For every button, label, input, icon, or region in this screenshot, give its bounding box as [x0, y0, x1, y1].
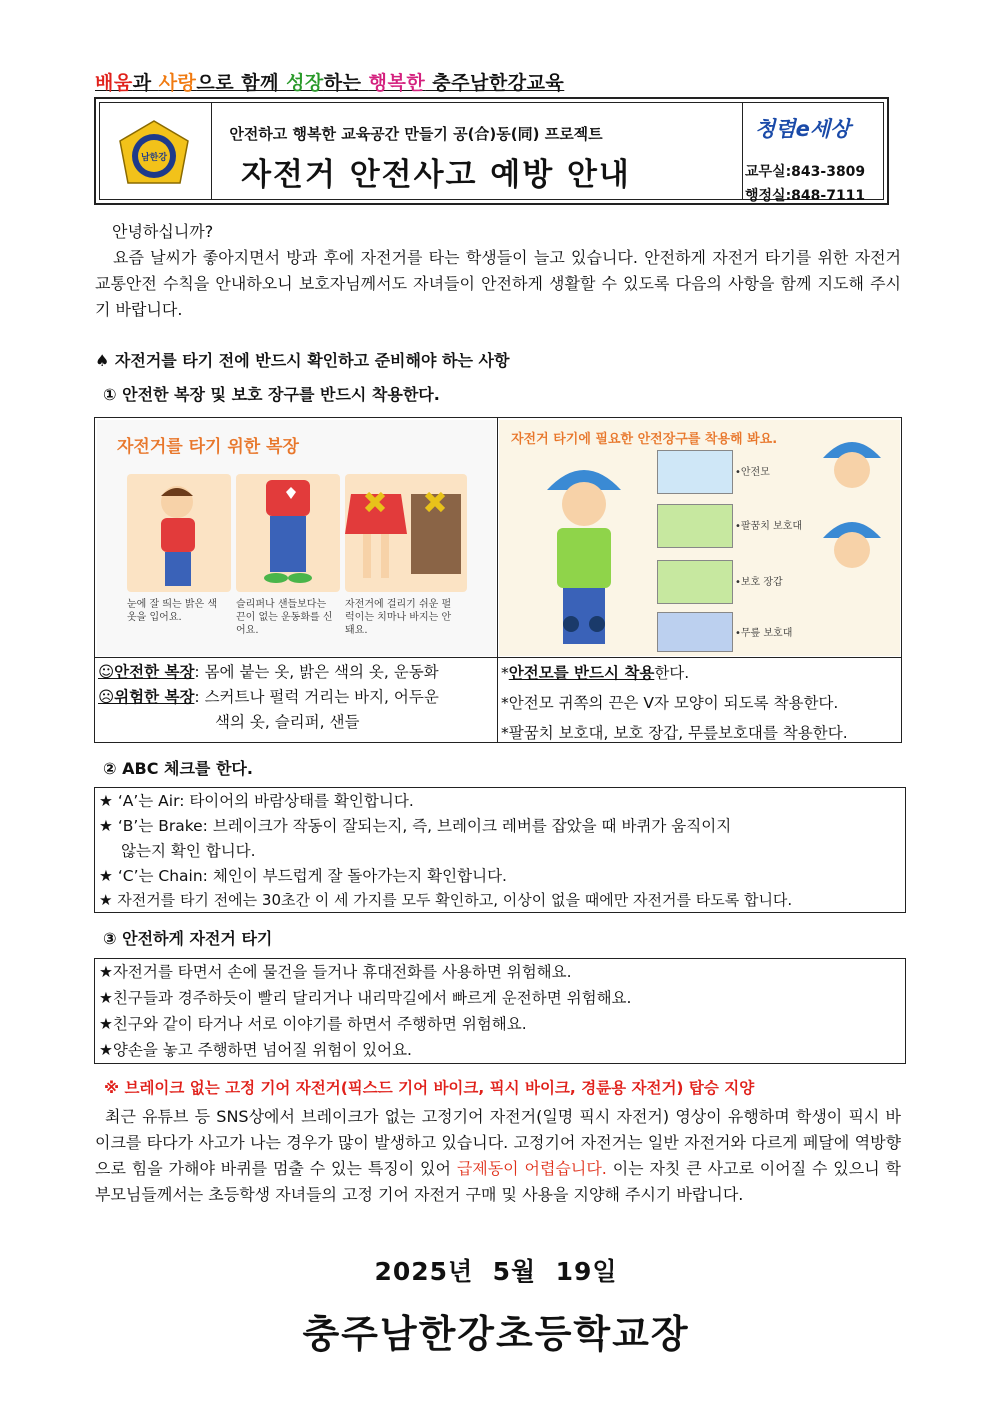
- motto: [95, 68, 564, 95]
- child-bright-shirt-icon: [127, 474, 231, 592]
- abc-line: ★ ‘B’는 Brake: 브레이크가 작동이 잘되는지, 즉, 브레이크 레버를 잡았을 때 바퀴가 움직이지: [99, 817, 732, 835]
- sneakers-icon: [236, 474, 340, 592]
- gear-panel: [657, 560, 733, 604]
- gear-panel: [657, 612, 733, 652]
- s2-heading: ② ABC 체크를 한다.: [103, 759, 253, 778]
- document-date: 2025년 5월 19일: [374, 1257, 618, 1286]
- abc-check-box: [94, 787, 906, 913]
- motto-part: 하는: [323, 72, 369, 94]
- gear-label: •무릎 보호대: [735, 628, 793, 639]
- section-heading: ♠ 자전거를 타기 전에 반드시 확인하고 준비해야 하는 사항: [95, 351, 510, 370]
- fixed-gear-body: [95, 1104, 901, 1208]
- fixed-gear-heading: ※ 브레이크 없는 고정 기어 자전거(픽스드 기어 바이크, 픽시 바이크, 경륜용 자전거) 탑승 지양: [104, 1079, 755, 1097]
- abc-line: ★ ‘C’는 Chain: 체인이 부드럽게 잘 돌아가는지 확인합니다.: [99, 867, 507, 885]
- gear-panel: [657, 504, 733, 548]
- clothing-illustration-title: 자전거를 타기 위한 복장: [117, 437, 299, 457]
- skirt-wrong-icon: [345, 474, 467, 592]
- abc-line: 않는지 확인 합니다.: [121, 842, 256, 860]
- safe-clothing-text: : 몸에 붙는 옷, 밝은 색의 옷, 운동화: [194, 663, 439, 681]
- s3-heading: ③ 안전하게 자전거 타기: [103, 929, 273, 948]
- danger-clothing-line: [98, 685, 494, 710]
- clothing-illustration: [97, 420, 496, 656]
- gear-label: •팔꿈치 보호대: [735, 521, 803, 532]
- strap-line: *안전모 귀쪽의 끈은 V자 모양이 되도록 착용한다.: [501, 694, 839, 712]
- admin-phone: 행정실:848-7111: [745, 188, 866, 204]
- danger-clothing-text: : 스커트나 펄럭 거리는 바지, 어두운: [194, 688, 439, 706]
- danger-clothing-label: ☹위험한 복장: [98, 688, 195, 706]
- riding-line: ★자전거를 타면서 손에 물건을 들거나 휴대전화를 사용하면 위험해요.: [99, 963, 572, 981]
- riding-line: ★친구들과 경주하듯이 빨리 달리거나 내리막길에서 빠르게 운전하면 위험해요.: [99, 989, 632, 1007]
- motto-part: 배움: [95, 72, 133, 94]
- safe-clothing-line: [98, 660, 494, 685]
- motto-part: 으로 함께: [196, 72, 287, 94]
- header-box: [94, 97, 889, 205]
- page-title: 자전거 안전사고 예방 안내: [241, 157, 631, 193]
- school-logo: [116, 119, 192, 189]
- motto-part: 행복한: [368, 72, 426, 94]
- fixed-gear-body-text: 최근 유튜브 등 SNS상에서 브레이크가 없는 고정기어 자전거(일명 픽시 자전거) 영상이 유행하며 학생이 픽시 바이크를 타다가 사고가 나는 경우가 많이 발생하고 있습니다. 고정기어 자전거는 일반 자전거와 다르게 페달에 역방향으로 힘을 가해야 바퀴를 멈출 수 있는 특징이 있어: [95, 1107, 901, 1178]
- fixed-gear-body-text: 이는 자칫 큰 사고로 이어질 수 있으니 학부모님들께서는 초등학생 자녀들의 고정 기어 자전거 구매 및 사용을 지양해 주시기 바랍니다.: [95, 1159, 901, 1204]
- gear-panel: [657, 450, 733, 494]
- caption: 슬리퍼나 샌들보다는 끈이 없는 운동화를 신어요.: [236, 599, 333, 636]
- helmet-line: [501, 658, 901, 688]
- motto-part: 충주남한강교육: [425, 72, 565, 94]
- caption: 자전거에 걸리기 쉬운 펄럭이는 치마나 바지는 안돼요.: [345, 599, 452, 636]
- helmet-line-prefix: *: [501, 664, 509, 682]
- caption: 눈에 잘 띄는 밝은 색 옷을 입어요.: [127, 599, 217, 623]
- motto-part: 과: [132, 72, 159, 94]
- helmet-line-suffix: 한다.: [654, 664, 690, 682]
- signature: 충주남한강초등학교장: [302, 1312, 690, 1356]
- greeting: 안녕하십니까?: [112, 222, 214, 241]
- pads-line: *팔꿈치 보호대, 보호 장갑, 무릎보호대를 착용한다.: [501, 724, 848, 742]
- danger-clothing-text-2: 색의 옷, 슬리퍼, 샌들: [215, 713, 360, 731]
- logo-text: 남한강: [140, 153, 168, 163]
- riding-line: ★양손을 놓고 주행하면 넘어질 위험이 있어요.: [99, 1041, 412, 1059]
- gear-label: •안전모: [735, 467, 770, 478]
- abc-line: ★ 자전거를 타기 전에는 30초간 이 세 가지를 모두 확인하고, 이상이 없을 때에만 자전거를 타도록 합니다.: [99, 891, 793, 909]
- intro-body: 요즘 날씨가 좋아지면서 방과 후에 자전거를 타는 학생들이 늘고 있습니다. 안전하게 자전거 타기를 위한 자전거 교통안전 수칙을 안내하오니 보호자님께서도 자녀들이 안전하게 생활할 수 있도록 다음의 사항을 함께 지도해 주시기 바랍니다.: [95, 248, 901, 319]
- motto-part: 성장: [286, 72, 324, 94]
- gear-label: •보호 장갑: [735, 577, 783, 588]
- helmet-line-emphasis: 안전모를 반드시 착용: [508, 664, 655, 682]
- fixed-gear-warning: 급제동이 어렵습니다.: [456, 1159, 607, 1178]
- riding-line: ★친구와 같이 타거나 서로 이야기를 하면서 주행하면 위험해요.: [99, 1015, 527, 1033]
- riding-safety-box: [94, 958, 906, 1064]
- abc-line: ★ ‘A’는 Air: 타이어의 바람상태를 확인합니다.: [99, 792, 414, 810]
- motto-part: 사랑: [158, 72, 197, 94]
- slogan-logo: 청렴e세상: [755, 117, 851, 141]
- gear-illustration-title: 자전거 타기에 필요한 안전장구를 착용해 봐요.: [511, 432, 778, 447]
- safe-clothing-label: ☺안전한 복장: [98, 663, 195, 681]
- gear-illustration: [499, 420, 900, 656]
- gear-table: [94, 417, 902, 743]
- helmet-strap-icon: [817, 424, 887, 584]
- child-with-gear-icon: [529, 450, 639, 650]
- s1-heading: ① 안전한 복장 및 보호 장구를 반드시 착용한다.: [103, 385, 440, 404]
- office-phone: 교무실:843-3809: [745, 164, 866, 180]
- header-subtitle: 안전하고 행복한 교육공간 만들기 공(合)동(同) 프로젝트: [229, 125, 603, 143]
